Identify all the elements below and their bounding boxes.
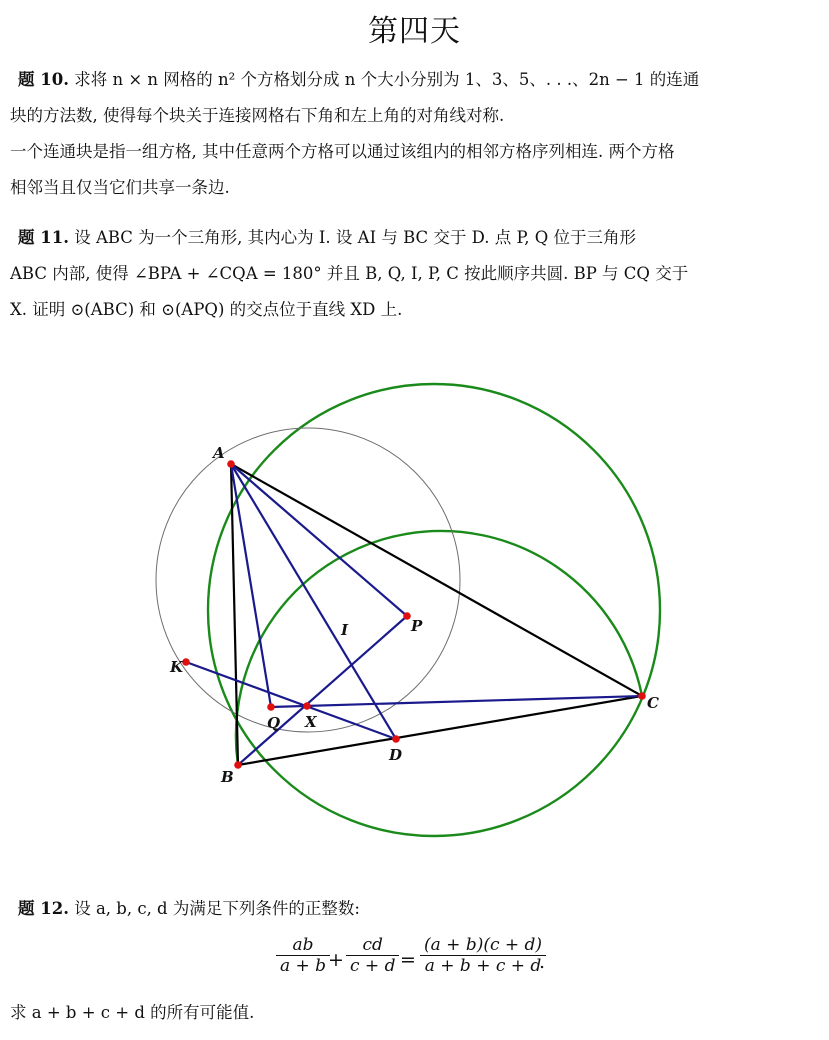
fraction-rhs-denominator: a + b + c + d	[424, 956, 542, 976]
problem-10-line-3: 一个连通块是指一组方格, 其中任意两个方格可以通过该组内的相邻方格序列相连. 两个方格	[10, 142, 675, 161]
problem-12-line-1	[10, 891, 818, 927]
fraction-rhs	[420, 935, 546, 976]
fraction-ab-denominator: a + b	[280, 956, 327, 976]
plus-sign: +	[328, 949, 344, 971]
label-p: P	[411, 617, 423, 635]
problem-11-line-3: X. 证明 ⊙(ABC) 和 ⊙(APQ) 的交点位于直线 XD 上.	[10, 300, 403, 319]
geometry-figure	[150, 360, 670, 860]
point-d	[392, 735, 400, 743]
equation-period: .	[539, 951, 546, 973]
equation	[0, 935, 829, 991]
problem-11-line-2: ABC 内部, 使得 ∠BPA + ∠CQA = 180° 并且 B, Q, I, P, C 按此顺序共圆. BP 与 CQ 交于	[10, 264, 689, 283]
equals-sign: =	[400, 949, 416, 971]
fraction-ab-numerator: ab	[292, 935, 314, 955]
problem-11-line-1	[10, 220, 818, 256]
problem-12-text-1: 设 a, b, c, d 为满足下列条件的正整数:	[74, 899, 360, 918]
label-k: K	[170, 658, 184, 676]
problem-12	[10, 891, 818, 927]
problem-11	[10, 220, 818, 328]
problem-10-line-4: 相邻当且仅当它们共享一条边.	[10, 178, 230, 197]
fraction-rhs-numerator: (a + b)(c + d)	[424, 935, 543, 955]
label-a: A	[213, 444, 225, 462]
problem-12-line-2: 求 a + b + c + d 的所有可能值.	[10, 1003, 255, 1022]
point-p	[403, 612, 411, 620]
segment-kd	[186, 662, 396, 739]
point-q	[267, 703, 275, 711]
fraction-cd-numerator: cd	[362, 935, 383, 955]
point-b	[234, 761, 242, 769]
label-x: X	[305, 713, 317, 731]
problem-10-text-1: 求将 n × n 网格的 n² 个方格划分成 n 个大小分别为 1、3、5、. . .、2n − 1 的连通	[74, 70, 700, 89]
problem-11-label: 题 11.	[18, 228, 69, 247]
label-c: C	[647, 694, 659, 712]
fraction-ab	[276, 935, 330, 976]
problem-10	[10, 62, 818, 206]
circumcircle-abc	[208, 384, 660, 836]
label-d: D	[389, 746, 403, 764]
problem-10-line-2: 块的方法数, 使得每个块关于连接网格右下角和左上角的对角线对称.	[10, 106, 505, 125]
label-i: I	[341, 621, 349, 639]
point-a	[227, 460, 235, 468]
fraction-cd	[346, 935, 399, 976]
problem-12-question	[10, 995, 818, 1031]
problem-12-label: 题 12.	[18, 899, 69, 918]
fraction-cd-denominator: c + d	[350, 956, 396, 976]
point-c	[638, 692, 646, 700]
side-ab	[231, 464, 238, 765]
label-b: B	[221, 768, 234, 786]
segment-aq	[231, 464, 271, 707]
point-x	[303, 702, 311, 710]
problem-10-label: 题 10.	[18, 70, 69, 89]
problem-10-line-1	[10, 62, 818, 98]
point-k	[182, 658, 190, 666]
page-title: 第四天	[368, 14, 461, 49]
label-q: Q	[267, 714, 281, 732]
problem-11-text-1: 设 ABC 为一个三角形, 其内心为 I. 设 AI 与 BC 交于 D. 点 P, Q 位于三角形	[74, 228, 637, 247]
